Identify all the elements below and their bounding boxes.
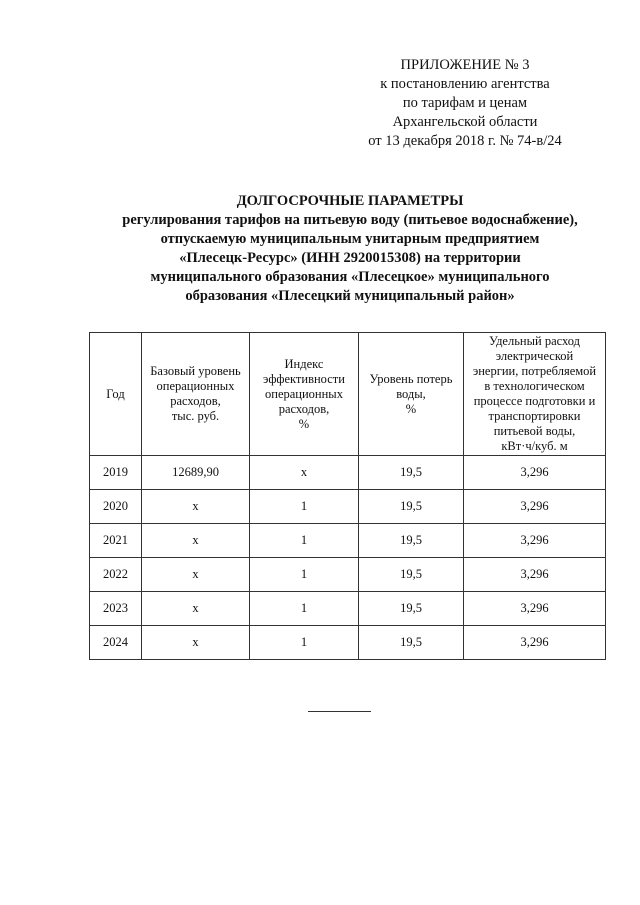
closing-divider <box>308 711 371 712</box>
cell-efficiency-index: 1 <box>250 490 359 524</box>
table-row <box>90 592 606 626</box>
cell-water-loss: 19,5 <box>359 626 464 660</box>
table-header-row <box>90 333 606 456</box>
cell-water-loss: 19,5 <box>359 592 464 626</box>
cell-year: 2022 <box>90 558 142 592</box>
title-line: отпускаемую муниципальным унитарным предприятием <box>160 231 540 247</box>
title-line: муниципального образования «Плесецкое» муниципального <box>150 269 550 285</box>
cell-energy: 3,296 <box>464 490 606 524</box>
cell-efficiency-index: 1 <box>250 626 359 660</box>
cell-base-cost: х <box>142 490 250 524</box>
cell-year: 2020 <box>90 490 142 524</box>
cell-water-loss: 19,5 <box>359 490 464 524</box>
cell-energy: 3,296 <box>464 456 606 490</box>
table-row <box>90 524 606 558</box>
table-row <box>90 558 606 592</box>
cell-efficiency-index: 1 <box>250 524 359 558</box>
title-line: «Плесецк-Ресурс» (ИНН 2920015308) на территории <box>179 250 521 266</box>
cell-base-cost: х <box>142 626 250 660</box>
cell-base-cost: х <box>142 592 250 626</box>
cell-efficiency-index: х <box>250 456 359 490</box>
title-line: образования «Плесецкий муниципальный район» <box>185 288 515 304</box>
header-year: Год <box>90 333 142 456</box>
appendix-ref-line: к постановлению агентства <box>380 76 550 92</box>
cell-base-cost: х <box>142 558 250 592</box>
appendix-ref-line: по тарифам и ценам <box>402 95 528 111</box>
cell-year: 2024 <box>90 626 142 660</box>
appendix-block <box>350 56 580 151</box>
cell-energy: 3,296 <box>464 558 606 592</box>
cell-year: 2021 <box>90 524 142 558</box>
cell-water-loss: 19,5 <box>359 456 464 490</box>
header-efficiency-index: Индекс эффективности операционных расходов, % <box>250 333 359 456</box>
parameters-table <box>89 332 606 660</box>
cell-efficiency-index: 1 <box>250 592 359 626</box>
cell-energy: 3,296 <box>464 592 606 626</box>
header-energy-consumption: Удельный расход электрической энергии, потребляемой в технологическом процессе подготовки и транспортировки питьевой воды, кВт·ч/куб. м <box>464 333 606 456</box>
cell-water-loss: 19,5 <box>359 524 464 558</box>
header-base-cost: Базовый уровень операционных расходов, тыс. руб. <box>142 333 250 456</box>
appendix-number: ПРИЛОЖЕНИЕ № 3 <box>400 57 530 73</box>
table-row <box>90 490 606 524</box>
table-row <box>90 456 606 490</box>
table-row <box>90 626 606 660</box>
header-water-loss: Уровень потерь воды, % <box>359 333 464 456</box>
cell-base-cost: х <box>142 524 250 558</box>
cell-water-loss: 19,5 <box>359 558 464 592</box>
title-heading: ДОЛГОСРОЧНЫЕ ПАРАМЕТРЫ <box>236 193 464 209</box>
title-line: регулирования тарифов на питьевую воду (питьевое водоснабжение), <box>122 212 578 228</box>
cell-year: 2023 <box>90 592 142 626</box>
appendix-date-line: от 13 декабря 2018 г. № 74-в/24 <box>368 133 562 149</box>
appendix-ref-line: Архангельской области <box>392 114 538 130</box>
cell-energy: 3,296 <box>464 524 606 558</box>
document-title <box>90 192 610 306</box>
cell-year: 2019 <box>90 456 142 490</box>
cell-energy: 3,296 <box>464 626 606 660</box>
cell-base-cost: 12689,90 <box>142 456 250 490</box>
cell-efficiency-index: 1 <box>250 558 359 592</box>
